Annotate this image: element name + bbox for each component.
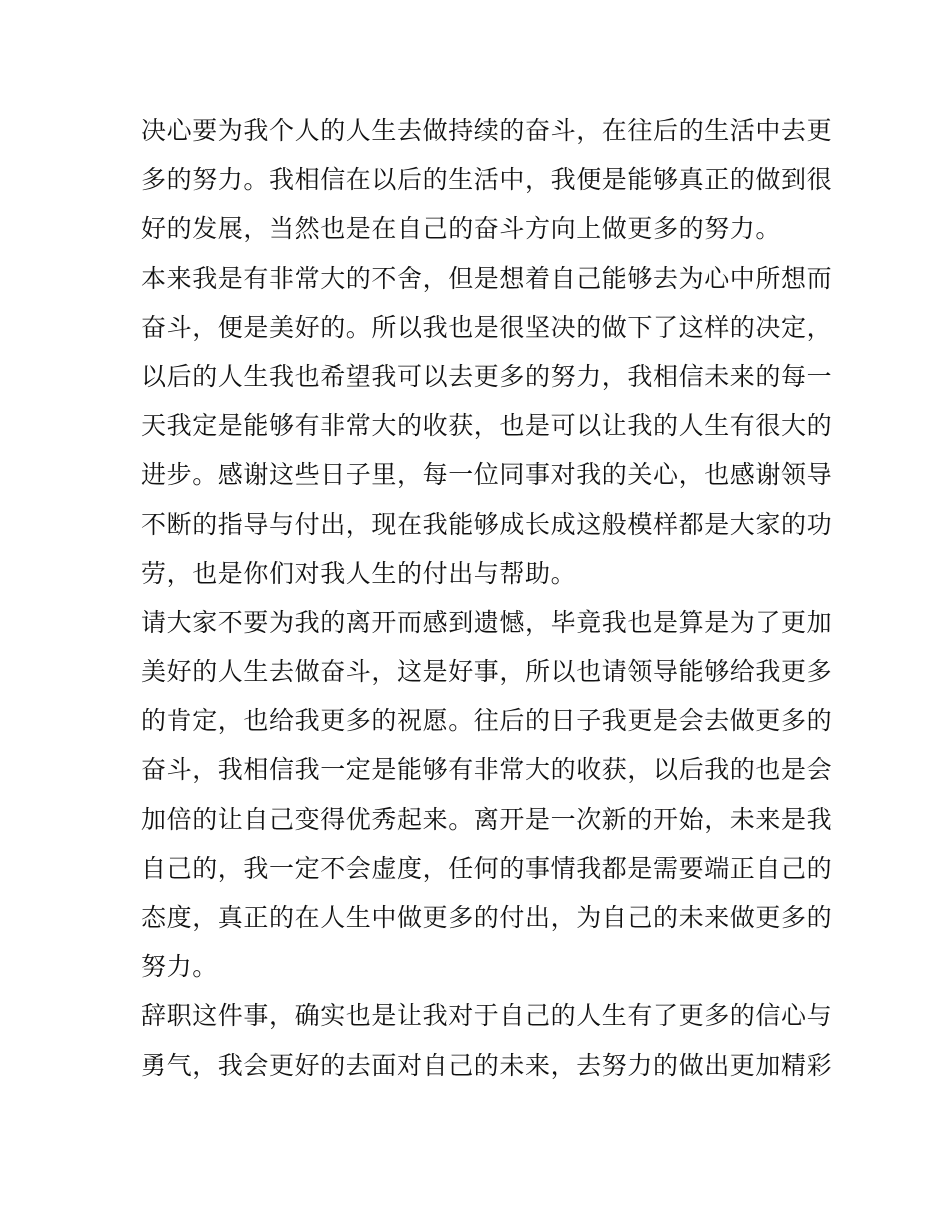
text-line: 进步。感谢这些日子里，每一位同事对我的关心，也感谢领导 — [141, 460, 833, 490]
text-line: 天我定是能够有非常大的收获，也是可以让我的人生有很大的 — [141, 411, 833, 441]
text-line: 多的努力。我相信在以后的生活中，我便是能够真正的做到很 — [141, 165, 833, 195]
text-line: 奋斗，便是美好的。所以我也是很坚决的做下了这样的决定， — [141, 312, 833, 342]
text-line: 自己的，我一定不会虚度，任何的事情我都是需要端正自己的 — [141, 853, 833, 883]
text-line: 努力。 — [141, 952, 218, 982]
text-line: 决心要为我个人的人生去做持续的奋斗，在往后的生活中去更 — [141, 116, 833, 145]
body-text — [141, 106, 833, 1090]
text-line: 辞职这件事，确实也是让我对于自己的人生有了更多的信心与 — [141, 1001, 833, 1031]
text-line: 劳，也是你们对我人生的付出与帮助。 — [141, 558, 577, 588]
text-line: 态度，真正的在人生中做更多的付出，为自己的未来做更多的 — [141, 903, 833, 932]
text-line: 美好的人生去做奋斗，这是好事，所以也请领导能够给我更多 — [141, 657, 833, 687]
text-line: 奋斗，我相信我一定是能够有非常大的收获，以后我的也是会 — [141, 755, 833, 785]
text-line: 请大家不要为我的离开而感到遗憾，毕竟我也是算是为了更加 — [141, 607, 833, 637]
text-line: 以后的人生我也希望我可以去更多的努力，我相信未来的每一 — [141, 361, 833, 391]
text-line: 勇气，我会更好的去面对自己的未来，去努力的做出更加精彩 — [141, 1050, 833, 1080]
text-line: 本来我是有非常大的不舍，但是想着自己能够去为心中所想而 — [141, 263, 833, 293]
text-line: 不断的指导与付出，现在我能够成长成这般模样都是大家的功 — [141, 509, 833, 539]
text-line: 好的发展，当然也是在自己的奋斗方向上做更多的努力。 — [141, 214, 782, 244]
text-line: 的肯定，也给我更多的祝愿。往后的日子我更是会去做更多的 — [141, 706, 833, 736]
text-line: 加倍的让自己变得优秀起来。离开是一次新的开始，未来是我 — [141, 804, 833, 834]
